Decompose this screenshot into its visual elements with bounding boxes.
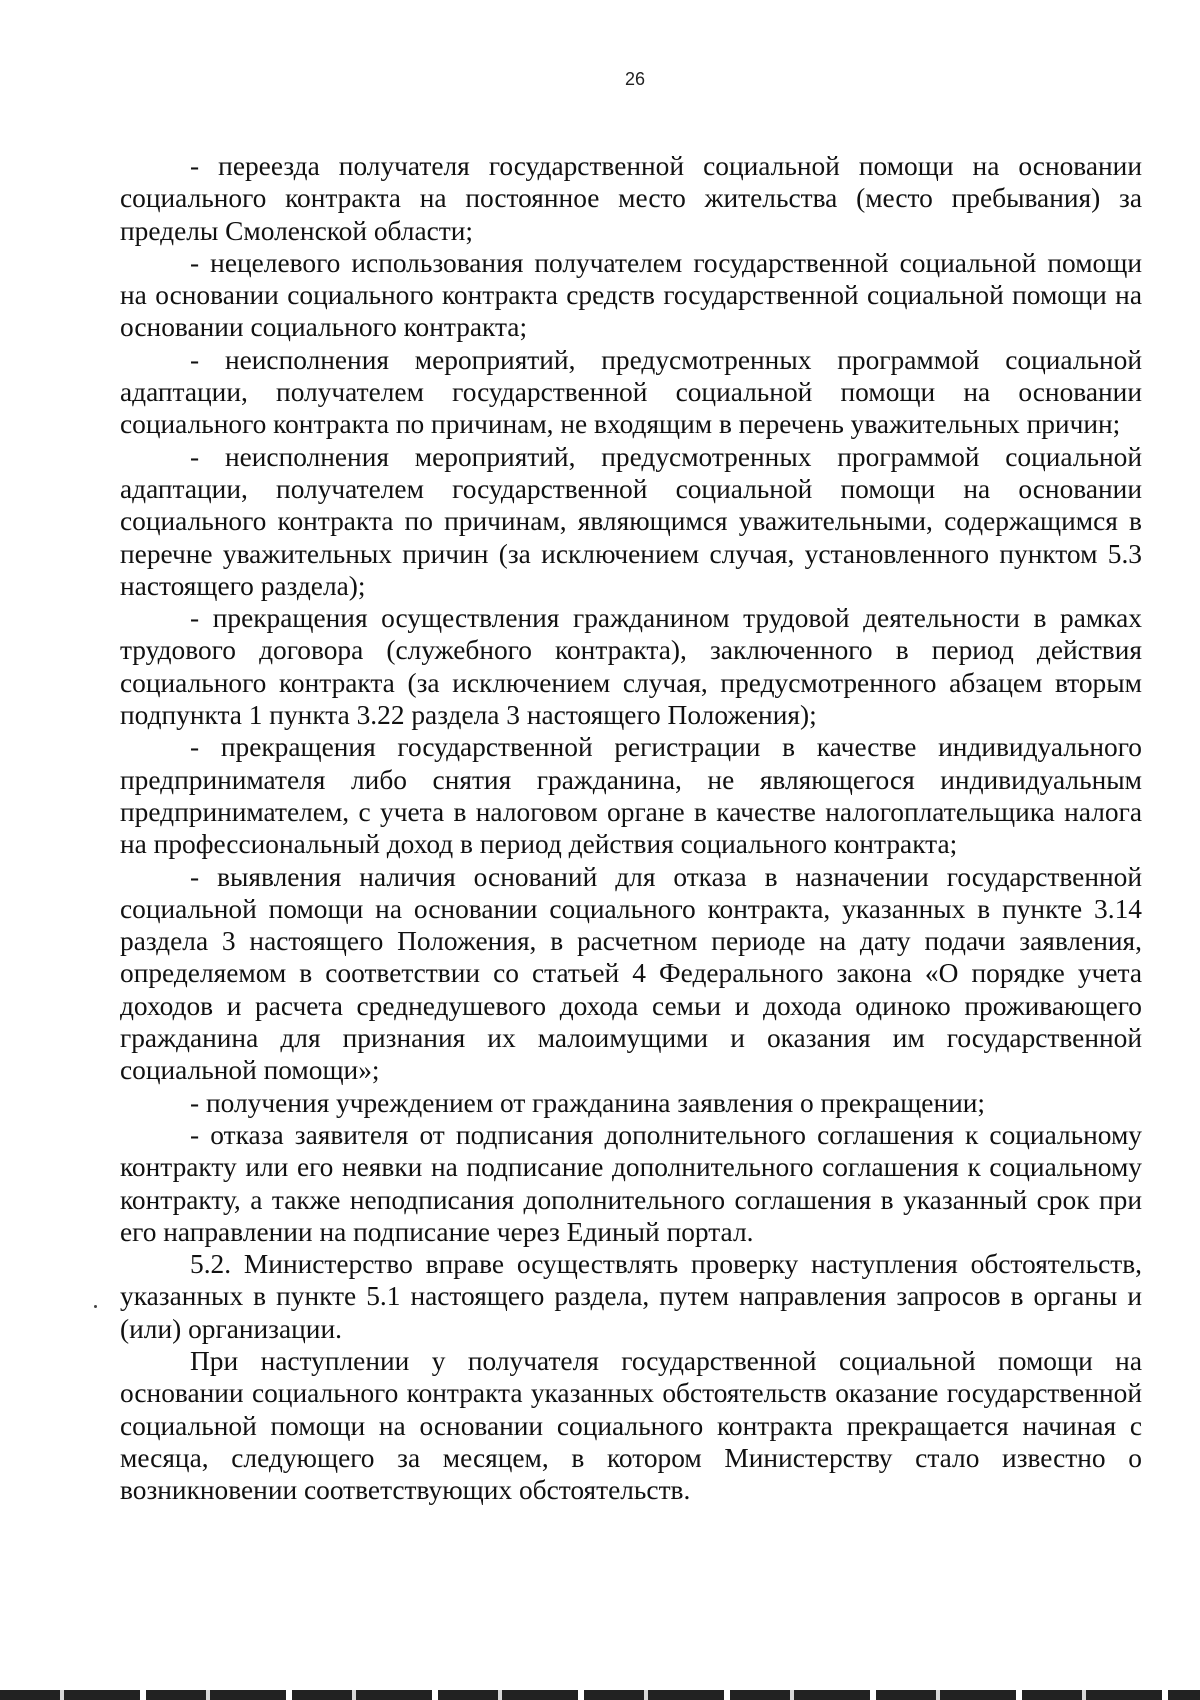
paragraph-misuse-of-funds: - нецелевого использования получателем государственной социальной помощи на основании социального контракта средств государственной социальной помощи на основании социального контракта; — [120, 247, 1142, 343]
scan-bottom-edge — [0, 1690, 1200, 1700]
paragraph-section-5-2: 5.2. Министерство вправе осуществлять проверку наступления обстоятельств, указанных в пункте 5.1 настоящего раздела, путем направления запросов в органы и (или) организации. — [120, 1249, 1142, 1344]
paragraph-nonfulfillment-invalid-reasons: - неисполнения мероприятий, предусмотренных программой социальной адаптации, получателем государственной социальной помощи на основании социального контракта по причинам, не входящим в перечень уважительных причин; — [120, 344, 1142, 440]
paragraph-refusal-to-sign: - отказа заявителя от подписания дополнительного соглашения к социальному контракту или его неявки на подписание дополнительного соглашения к социальному контракту, а также неподписания дополнительного соглашения в указанный срок при его направлении на подписание через Единый портал. — [120, 1119, 1142, 1247]
page-number: 26 — [624, 69, 646, 89]
paragraph-assistance-termination: При наступлении у получателя государственной социальной помощи на основании социального контракта указанных обстоятельств оказание государственной социальной помощи на основании социального контракта прекращается начиная с месяца, следующего за месяцем, в котором Министерству стало известно о возникновении соответствующих обстоятельств. — [120, 1345, 1142, 1506]
paragraph-nonfulfillment-valid-reasons: - неисполнения мероприятий, предусмотренных программой социальной адаптации, получателем государственной социальной помощи на основании социального контракта по причинам, являющимся уважительными, содержащимся в перечне уважительных причин (за исключением случая, установленного пунктом 5.3 настоящего раздела); — [120, 441, 1142, 601]
paragraph-relocation: - переезда получателя государственной социальной помощи на основании социального контракта на постоянное место жительства (место пребывания) за пределы Смоленской области; — [120, 151, 1142, 246]
scan-dot-mark — [94, 1305, 97, 1308]
paragraph-employment-termination: - прекращения осуществления гражданином трудовой деятельности в рамках трудового договора (служебного контракта), заключенного в период действия социального контракта (за исключением случая, предусмотренного абзацем вторым подпункта 1 пункта 3.22 раздела 3 настоящего Положения); — [120, 603, 1142, 731]
document-body — [120, 150, 1142, 1506]
paragraph-termination-request: - получения учреждением от гражданина заявления о прекращении; — [190, 1087, 986, 1118]
paragraph-grounds-for-refusal: - выявления наличия оснований для отказа в назначении государственной социальной помощи на основании социального контракта, указанных в пункте 3.14 раздела 3 настоящего Положения, в расчетном периоде на дату подачи заявления, определяемом в соответствии со статьей 4 Федерального закона «О порядке учета доходов и расчета среднедушевого дохода семьи и дохода одиноко проживающего гражданина для признания их малоимущими и оказания им государственной социальной помощи»; — [120, 861, 1142, 1086]
paragraph-registration-termination: - прекращения государственной регистрации в качестве индивидуального предпринимателя либо снятия гражданина, не являющегося индивидуальным предпринимателем, с учета в налоговом органе в качестве налогоплательщика налога на профессиональный доход в период действия социального контракта; — [120, 732, 1142, 860]
